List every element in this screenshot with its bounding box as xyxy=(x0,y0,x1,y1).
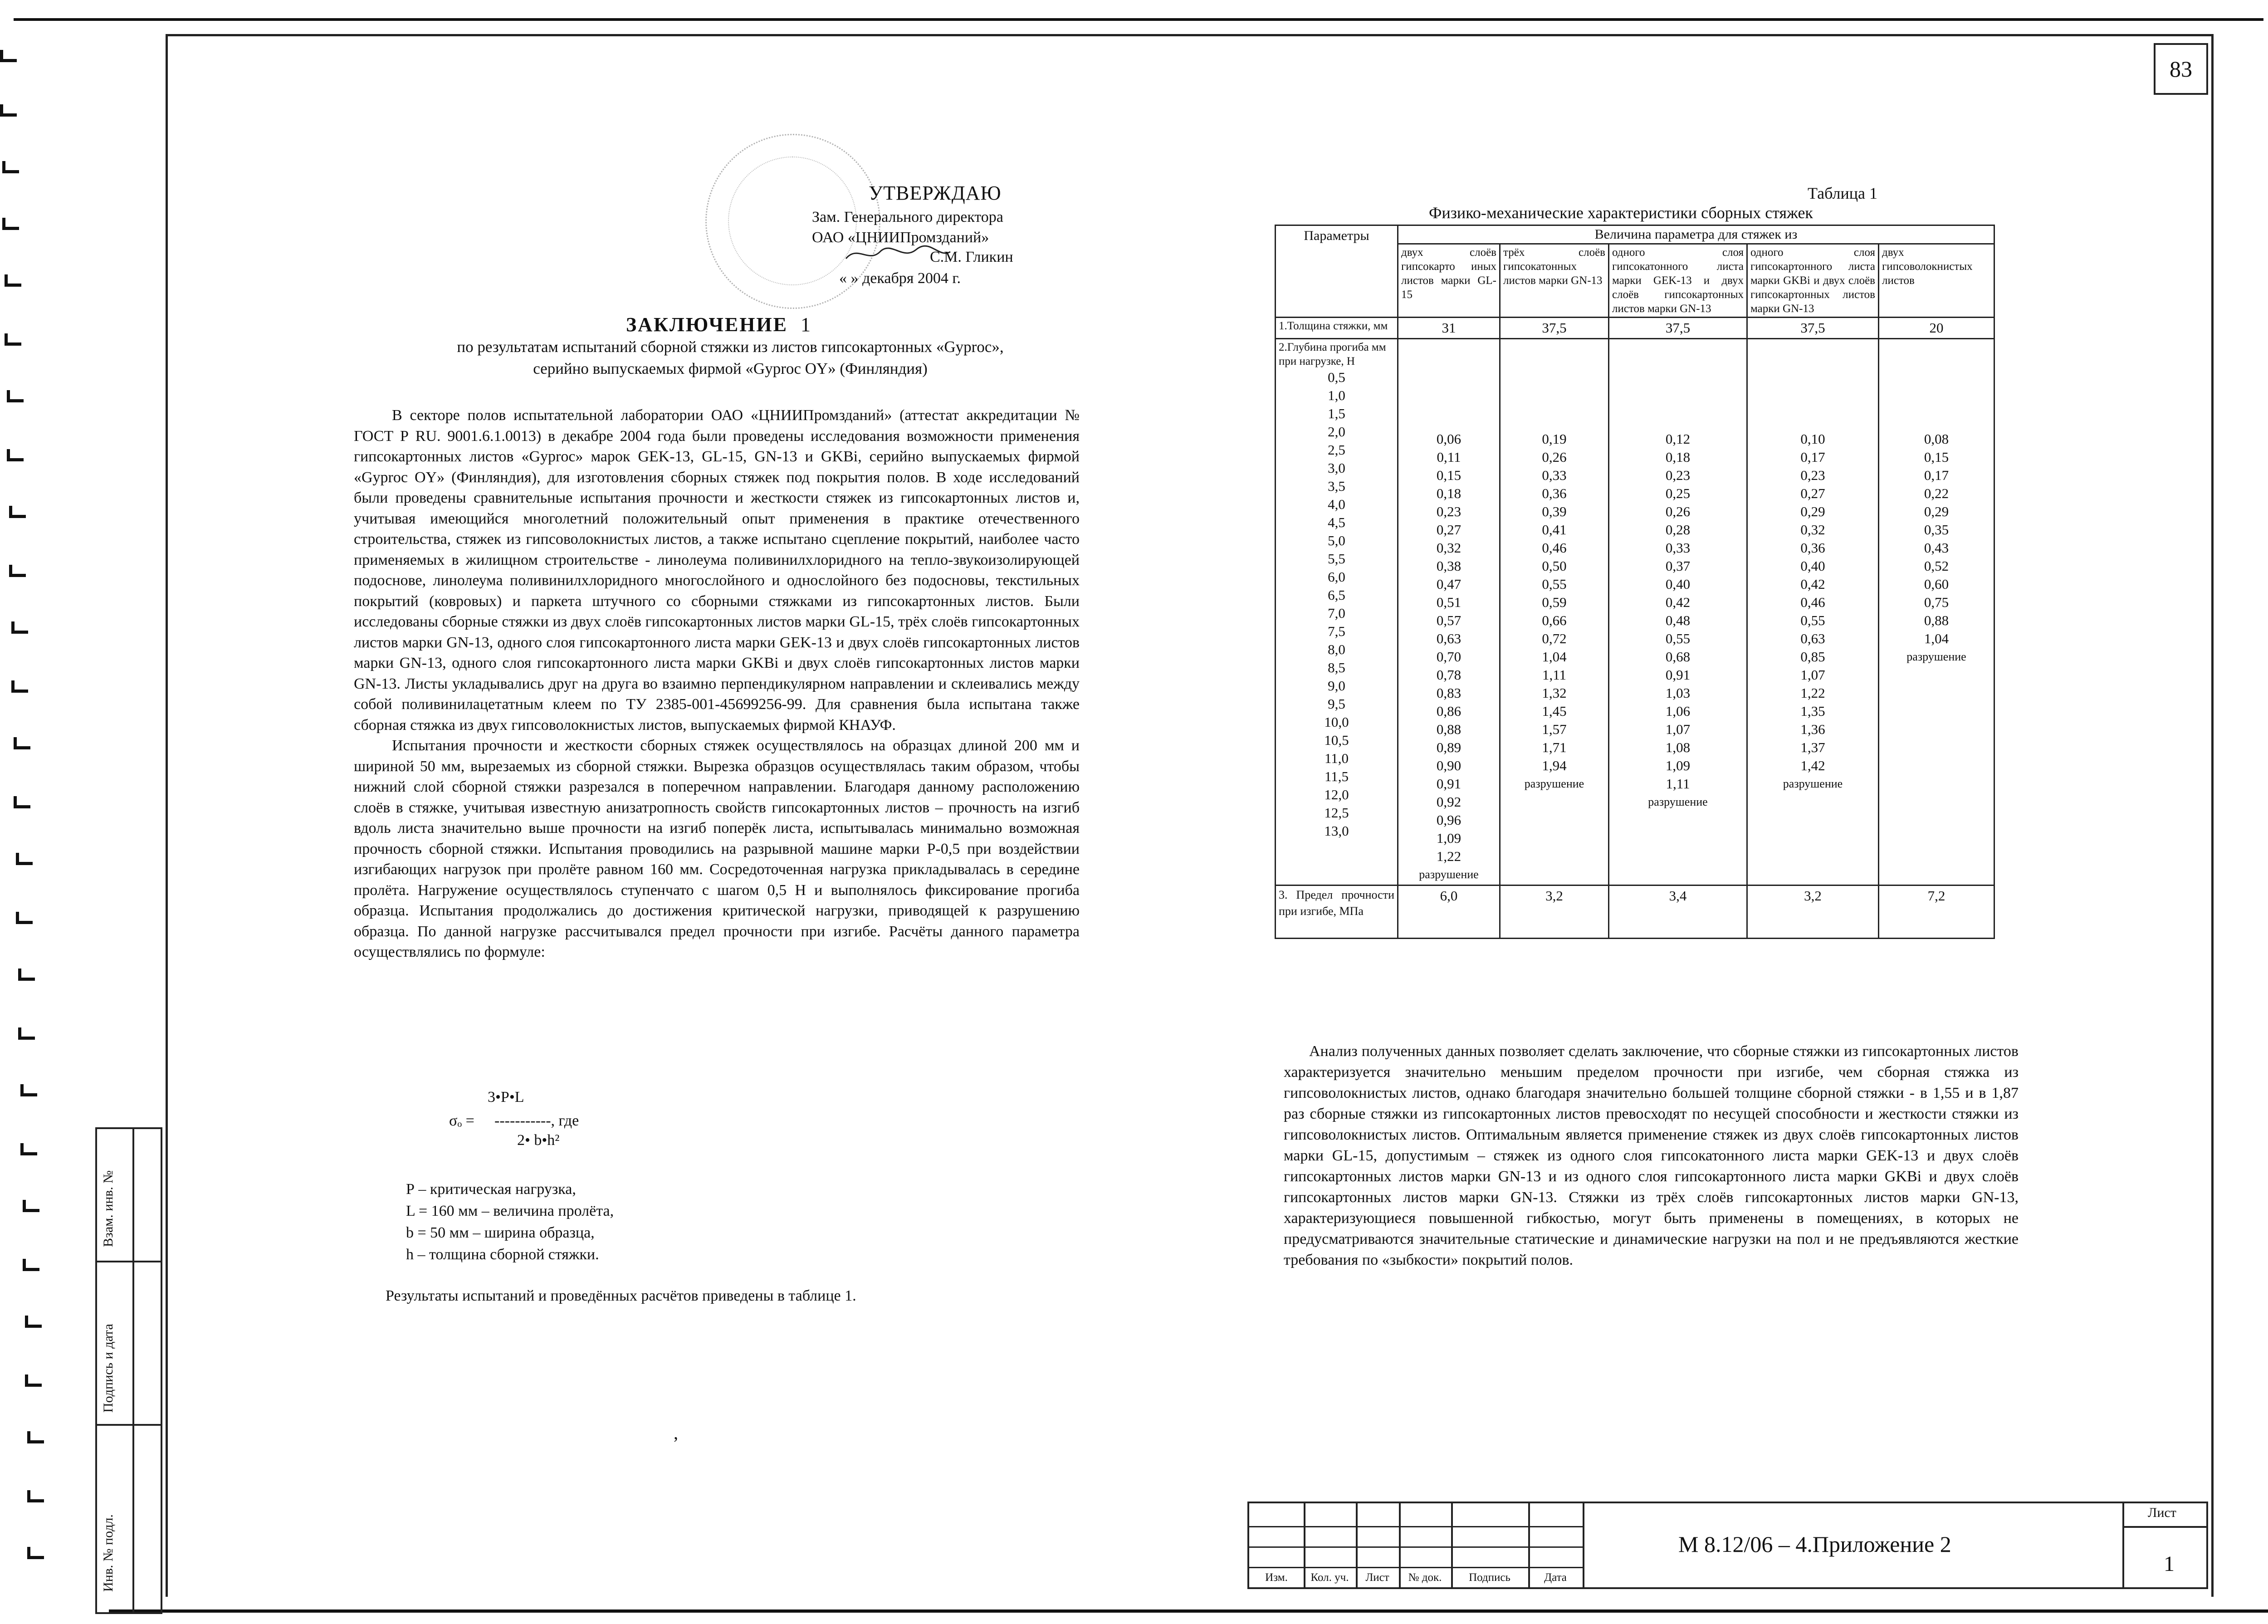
binding-mark xyxy=(11,680,28,693)
table-cell: 37,5 xyxy=(1500,318,1609,339)
deflection-value: 0,48 xyxy=(1665,612,1691,628)
deflection-value: 0,47 xyxy=(1436,576,1461,592)
deflection-value xyxy=(1882,412,1991,430)
approval-signatory: С.М. Гликин xyxy=(930,249,1013,265)
load-value: 8,5 xyxy=(1328,660,1345,675)
binding-mark xyxy=(18,969,35,981)
deflection-value: 0,59 xyxy=(1542,594,1567,610)
deflection-value: 0,39 xyxy=(1542,504,1567,519)
binding-mark xyxy=(23,1200,39,1212)
deflection-value: 1,32 xyxy=(1542,685,1567,701)
deflection-value: 0,27 xyxy=(1800,485,1825,501)
binding-mark xyxy=(11,621,28,634)
table-row-strength xyxy=(1276,885,1994,939)
title-block-label-sheet: Лист xyxy=(1365,1571,1389,1584)
binding-mark xyxy=(7,390,24,402)
column-header: одного слоя гипсокатонного листа марки GEK-13 и двух слоёв гипсокартонных листов марки GN-13 xyxy=(1609,244,1747,318)
binding-mark xyxy=(14,796,30,808)
deflection-value: 0,83 xyxy=(1436,685,1461,701)
table-cell: 7,2 xyxy=(1879,885,1994,939)
load-value: 10,5 xyxy=(1324,732,1349,748)
load-value: 6,5 xyxy=(1328,587,1345,603)
deflection-value xyxy=(1612,412,1744,430)
legend-item: Р – критическая нагрузка, xyxy=(406,1181,576,1198)
deflection-value: 0,22 xyxy=(1924,485,1949,501)
deflection-value: 0,38 xyxy=(1436,558,1461,574)
analysis-paragraph: Анализ полученных данных позволяет сделать заключение, что сборные стяжки из гипсокартонных листов характеризуется значительно меньшим пределом прочности при изгибе, чем сборная стяжка из гипсоволокнистых листов, однако благодаря значительно большей толщине сборной стяжки - в 1,55 и в 1,87 раз сборные стяжки из гипсокартонных листов превосходят по несущей способности и жесткости стяжки из гипсоволокнистых листов. Оптимальным является применение стяжек из двух слоёв гипсокартонных листов марки GL-15, допустимым – стяжек из одного слоя гипсокатонного листа марки GEK-13 и двух слоёв гипсокартонных листов марки GN-13 и из одного слоя гипсокартонного листа марки GKBi и двух слоёв гипсокартонных листов марки GN-13. Стяжки из трёх слоёв гипсокартонных листов марки GN-13, характеризующиеся повышенной гибкостью, могут быть применены в помещениях, в которых не предусматриваются значительные статические и динамические нагрузки на пол и не предъявляются жесткие требования по «зыбкости» покрытий полов. xyxy=(1284,1043,2019,1268)
binding-mark xyxy=(20,1143,37,1155)
deflection-value: 0,86 xyxy=(1436,703,1461,719)
load-value: 1,0 xyxy=(1328,387,1345,403)
load-value: 9,0 xyxy=(1328,678,1345,694)
table-cell: 3,2 xyxy=(1747,885,1879,939)
legend-item: L = 160 мм – величина пролёта, xyxy=(406,1203,614,1219)
deflection-value: 0,42 xyxy=(1800,576,1825,592)
deflection-value: 1,94 xyxy=(1542,758,1567,773)
results-note: Результаты испытаний и проведённых расчётов приведены в таблице 1. xyxy=(386,1287,856,1304)
header-group: Величина параметра для стяжек из xyxy=(1398,225,1994,244)
deflection-value: 0,23 xyxy=(1800,467,1825,483)
approval-organization: ОАО «ЦНИИПромзданий» xyxy=(812,229,989,246)
deflection-value: 0,91 xyxy=(1436,776,1461,792)
table-row-thickness xyxy=(1276,318,1994,339)
deflection-value: 0,60 xyxy=(1924,576,1949,592)
deflection-value: 0,37 xyxy=(1665,558,1691,574)
deflection-value: 0,43 xyxy=(1924,540,1949,556)
deflection-value: 0,29 xyxy=(1800,504,1825,519)
deflection-value: 1,71 xyxy=(1542,739,1567,755)
binding-mark xyxy=(5,333,21,346)
binding-stamp xyxy=(95,1127,162,1614)
deflection-value: 0,55 xyxy=(1665,631,1691,646)
load-value: 12,0 xyxy=(1324,787,1349,802)
table-cell: 31 xyxy=(1398,318,1500,339)
conclusion-subtitle-line2: серийно выпускаемых фирмой «Gyproc OY» (Финляндия) xyxy=(533,360,928,377)
deflection-value: 0,33 xyxy=(1542,467,1567,483)
deflection-value: 0,88 xyxy=(1924,612,1949,628)
binding-stamp-row-line xyxy=(97,1261,161,1262)
deflection-value: 0,15 xyxy=(1924,449,1949,465)
binding-mark xyxy=(16,912,33,924)
deflection-value: 0,46 xyxy=(1800,594,1825,610)
legend-item: b = 50 мм – ширина образца, xyxy=(406,1224,595,1241)
legend-item: h – толщина сборной стяжки. xyxy=(406,1246,599,1263)
table-header-row xyxy=(1276,225,1994,244)
title-block-row-line xyxy=(2122,1526,2206,1528)
failure-marker: разрушение xyxy=(1906,650,1966,663)
conclusion-title-text: ЗАКЛЮЧЕНИЕ xyxy=(626,313,788,336)
binding-mark xyxy=(27,1431,44,1443)
binding-mark xyxy=(14,737,30,749)
column-header: одного слоя гипсокартонного листа марки GKBi и двух слоёв гипсокартонных листов марки GN-13 xyxy=(1747,244,1879,318)
deflection-value: 1,11 xyxy=(1666,776,1690,792)
deflection-column xyxy=(1747,339,1879,885)
load-value: 10,0 xyxy=(1324,714,1349,730)
analysis-text xyxy=(1284,1041,2019,1271)
top-border-line xyxy=(14,18,2263,21)
deflection-value: 0,40 xyxy=(1665,576,1691,592)
deflection-value: 0,11 xyxy=(1437,449,1461,465)
binding-mark xyxy=(25,1316,42,1328)
binding-mark xyxy=(2,161,19,173)
formula-numerator: 3•P•L xyxy=(488,1089,524,1105)
column-header: трёх слоёв гипсокатонных листов марки GN-13 xyxy=(1500,244,1609,318)
load-value: 9,5 xyxy=(1328,696,1345,712)
row-label: 3. Предел прочности при изгибе, МПа xyxy=(1276,885,1398,939)
deflection-value: 0,17 xyxy=(1924,467,1949,483)
deflection-value: 0,33 xyxy=(1665,540,1691,556)
deflection-value: 0,19 xyxy=(1542,431,1567,447)
document-code: М 8.12/06 – 4.Приложение 2 xyxy=(1678,1531,1951,1557)
page-number: 83 xyxy=(2154,43,2208,95)
binding-mark xyxy=(20,1084,37,1096)
load-value: 4,0 xyxy=(1328,496,1345,512)
load-value: 2,0 xyxy=(1328,424,1345,440)
load-value: 12,5 xyxy=(1324,805,1349,821)
deflection-value: 1,04 xyxy=(1542,649,1567,665)
failure-marker: разрушение xyxy=(1524,777,1584,790)
header-parameters: Параметры xyxy=(1276,225,1398,318)
formula-legend xyxy=(406,1179,614,1266)
data-table xyxy=(1275,225,1995,939)
deflection-value: 0,26 xyxy=(1665,504,1691,519)
deflection-value: 1,09 xyxy=(1665,758,1691,773)
binding-label-inventory: Инв. № подл. xyxy=(101,1514,116,1592)
deflection-value: 0,42 xyxy=(1665,594,1691,610)
deflection-value: 0,70 xyxy=(1436,649,1461,665)
deflection-value: 0,55 xyxy=(1542,576,1567,592)
deflection-column xyxy=(1500,339,1609,885)
table-caption: Физико-механические характеристики сборных стяжек xyxy=(1429,204,1813,222)
load-value: 8,0 xyxy=(1328,641,1345,657)
deflection-column xyxy=(1609,339,1747,885)
column-header: двух слоёв гипсокарто иных листов марки GL-15 xyxy=(1398,244,1500,318)
deflection-value xyxy=(1750,412,1875,430)
binding-mark xyxy=(5,274,21,287)
table-cell: 20 xyxy=(1879,318,1994,339)
load-value: 0,5 xyxy=(1328,369,1345,385)
conclusion-title xyxy=(626,313,812,336)
binding-stamp-row-line xyxy=(97,1424,161,1426)
deflection-value: 0,57 xyxy=(1436,612,1461,628)
deflection-value: 1,42 xyxy=(1800,758,1825,773)
title-block-row-line xyxy=(1249,1526,1583,1527)
bottom-border-line xyxy=(109,1609,2268,1613)
row-label: 1.Толщина стяжки, мм xyxy=(1276,318,1398,339)
table-row-deflection xyxy=(1276,339,1994,885)
deflection-value: 0,18 xyxy=(1665,449,1691,465)
deflection-value: 0,66 xyxy=(1542,612,1567,628)
deflection-value: 0,85 xyxy=(1800,649,1825,665)
binding-stamp-divider xyxy=(132,1129,134,1612)
deflection-value: 1,22 xyxy=(1800,685,1825,701)
deflection-value: 1,37 xyxy=(1800,739,1825,755)
approval-position: Зам. Генерального директора xyxy=(812,209,1003,225)
deflection-value: 1,57 xyxy=(1542,721,1567,737)
deflection-value: 0,72 xyxy=(1542,631,1567,646)
load-value: 7,0 xyxy=(1328,605,1345,621)
binding-mark xyxy=(0,50,17,62)
deflection-value: 1,36 xyxy=(1800,721,1825,737)
deflection-value: 0,52 xyxy=(1924,558,1949,574)
load-value: 13,0 xyxy=(1324,823,1349,839)
conclusion-number: 1 xyxy=(801,313,812,336)
deflection-column xyxy=(1879,339,1994,885)
deflection-value xyxy=(1503,412,1605,430)
deflection-value: 0,18 xyxy=(1436,485,1461,501)
title-block-divider xyxy=(1583,1503,1584,1587)
load-value: 2,5 xyxy=(1328,442,1345,458)
row-label-deflection xyxy=(1276,339,1398,885)
deflection-value: 1,35 xyxy=(1800,703,1825,719)
deflection-value: 0,90 xyxy=(1436,758,1461,773)
row-label: 2.Глубина прогиба мм при нагрузке, Н xyxy=(1279,341,1386,367)
table-cell: 37,5 xyxy=(1747,318,1879,339)
binding-mark xyxy=(2,218,19,230)
deflection-value: 0,63 xyxy=(1436,631,1461,646)
deflection-value: 0,36 xyxy=(1542,485,1567,501)
binding-mark xyxy=(18,1027,35,1040)
deflection-value: 1,09 xyxy=(1436,830,1461,846)
deflection-value: 1,11 xyxy=(1542,667,1567,683)
deflection-value: 0,55 xyxy=(1800,612,1825,628)
load-value: 3,0 xyxy=(1328,460,1345,476)
deflection-value: 1,22 xyxy=(1436,848,1461,864)
deflection-value: 0,41 xyxy=(1542,522,1567,538)
title-block-divider xyxy=(2122,1503,2124,1587)
deflection-value: 0,51 xyxy=(1436,594,1461,610)
table-cell: 3,4 xyxy=(1609,885,1747,939)
deflection-value: 1,07 xyxy=(1800,667,1825,683)
deflection-value: 0,28 xyxy=(1665,522,1691,538)
formula-denominator: 2• b•h² xyxy=(517,1132,560,1149)
deflection-value: 0,27 xyxy=(1436,522,1461,538)
deflection-value: 0,96 xyxy=(1436,812,1461,828)
binding-mark xyxy=(27,1547,44,1559)
deflection-value: 0,36 xyxy=(1800,540,1825,556)
deflection-value: 0,88 xyxy=(1436,721,1461,737)
table-cell: 6,0 xyxy=(1398,885,1500,939)
load-value: 7,5 xyxy=(1328,623,1345,639)
deflection-value: 0,06 xyxy=(1436,431,1461,447)
binding-mark xyxy=(0,104,17,117)
deflection-value xyxy=(1401,412,1496,430)
sheet-number: 1 xyxy=(2164,1552,2175,1576)
deflection-value: 1,45 xyxy=(1542,703,1567,719)
binding-mark xyxy=(9,565,26,577)
binding-mark xyxy=(7,449,24,461)
deflection-value: 1,06 xyxy=(1665,703,1691,719)
deflection-value: 0,75 xyxy=(1924,594,1949,610)
deflection-value: 0,91 xyxy=(1665,667,1691,683)
deflection-value: 0,23 xyxy=(1436,504,1461,519)
body-text xyxy=(354,405,1080,963)
title-block-label-signature: Подпись xyxy=(1469,1571,1510,1584)
deflection-value: 1,08 xyxy=(1665,739,1691,755)
title-block-row-line xyxy=(1249,1567,1583,1568)
deflection-value: 0,78 xyxy=(1436,667,1461,683)
deflection-value: 0,29 xyxy=(1924,504,1949,519)
deflection-value: 0,50 xyxy=(1542,558,1567,574)
deflection-value: 0,12 xyxy=(1665,431,1691,447)
title-block-label-date: Дата xyxy=(1544,1571,1567,1584)
loads-column xyxy=(1279,368,1394,840)
failure-marker: разрушение xyxy=(1648,795,1708,808)
deflection-value: 1,03 xyxy=(1665,685,1691,701)
stray-mark: , xyxy=(674,1423,678,1443)
deflection-value: 0,68 xyxy=(1665,649,1691,665)
load-value: 4,5 xyxy=(1328,514,1345,530)
deflection-value: 1,04 xyxy=(1924,631,1949,646)
table-cell: 3,2 xyxy=(1500,885,1609,939)
test-paragraph: Испытания прочности и жесткости сборных стяжек осуществлялось на образцах длиной 200 мм и шириной 50 мм, вырезаемых из сборной стяжки. Вырезка образцов осуществлялась таким образом, чтобы нижний слой сборной стяжки разрезался в поперечном направлении. Благодаря данному расположению слоёв в стяжке, учитывая известную анизатропность свойств гипсокартонных листов – прочность на изгиб вдоль листа значительно выше прочности на изгиб поперёк листа, испытывалась минимально возможная прочность сборной стяжки. Испытания проводились на разрывной машине марки Р-0,5 при воздействии изгибающих нагрузок при пролёте равном 160 мм. Сосредоточенная нагрузка прикладывалась в середине пролёта. Нагружение осуществлялось ступенчато с шагом 0,5 Н и выполнялось фиксирование прогиба образца. Испытания продолжались до достижения критической нагрузки, приводящей к разрушению образца. По данной нагрузке рассчитывался предел прочности при изгибе. Расчёты данного параметра осуществлялись по формуле: xyxy=(354,737,1080,960)
approval-date: « » декабря 2004 г. xyxy=(839,270,961,287)
table-cell: 37,5 xyxy=(1609,318,1747,339)
deflection-value: 1,07 xyxy=(1665,721,1691,737)
deflection-column xyxy=(1398,339,1500,885)
deflection-value: 0,32 xyxy=(1436,540,1461,556)
failure-marker: разрушение xyxy=(1419,868,1479,881)
deflection-value: 0,15 xyxy=(1436,467,1461,483)
title-block-label-count: Кол. уч. xyxy=(1310,1571,1349,1584)
deflection-value: 0,10 xyxy=(1800,431,1825,447)
deflection-value: 0,40 xyxy=(1800,558,1825,574)
deflection-value: 0,35 xyxy=(1924,522,1949,538)
formula-bar: -----------, где xyxy=(494,1112,579,1129)
deflection-value: 0,17 xyxy=(1800,449,1825,465)
load-value: 5,5 xyxy=(1328,551,1345,567)
formula-lhs: σₒ = xyxy=(449,1112,474,1129)
title-block-label-doc: № док. xyxy=(1408,1571,1442,1584)
deflection-value: 0,92 xyxy=(1436,794,1461,810)
deflection-value: 0,08 xyxy=(1924,431,1949,447)
deflection-value: 0,23 xyxy=(1665,467,1691,483)
deflection-value: 0,32 xyxy=(1800,522,1825,538)
load-value: 1,5 xyxy=(1328,406,1345,421)
title-block-row-line xyxy=(1249,1546,1583,1548)
title-block-label-change: Изм. xyxy=(1265,1571,1288,1584)
load-value: 5,0 xyxy=(1328,533,1345,548)
binding-mark xyxy=(27,1490,44,1502)
intro-paragraph: В секторе полов испытательной лаборатории ОАО «ЦНИИПромзданий» (аттестат аккредитации № ГОСТ Р RU. 9001.6.1.0013) в декабре 2004 года были проведены исследования возможности применения гипсокартонных листов «Gyproc» марок GEK-13, GL-15, GN-13 и GKBi, серийно выпускаемых фирмой «Gyproc OY» (Финляндия), для изготовления сборных стяжек под покрытия полов. В ходе исследований были проведены сравнительные испытания прочности и жесткости стяжек из гипсокартонных листов и, учитывая имеющийся многолетний положительный опыт применения в практике отечественного строительства, стяжек из гипсоволокнистых листов, а также испытано сцепление покрытий, наиболее часто применяемых в жилищном строительстве - линолеума поливинилхлоридного на тепло-звукоизолирующей подоснове, линолеума поливинилхлоридного многослойного и однослойного без подосновы, текстильных покрытий (ковровых) и паркета штучного со сборными стяжками из гипсокартонных листов. Были исследованы сборные стяжки из двух слоёв гипсокартонных листов марки GL-15, трёх слоёв гипсокартонных листов марки GN-13, одного слоя гипсокартонного листа марки GEK-13 и двух слоёв гипсокартонных листов марки GN-13, одного слоя гипсокартонного листа марки GKBi и двух слоёв гипсокартонных листов марки GN-13. Листы укладывались друг на друга во взаимно перпендикулярном направлении и склеивались между собой поливинилацетатным клеем по ТУ 2385-001-45699256-99. Для сравнения была испытана также сборная стяжка из двух гипсоволокнистых листов, выпускаемых фирмой КНАУФ. xyxy=(354,407,1080,734)
approval-title: УТВЕРЖДАЮ xyxy=(869,182,1002,204)
load-value: 3,5 xyxy=(1328,478,1345,494)
deflection-value: 0,63 xyxy=(1800,631,1825,646)
load-value: 11,0 xyxy=(1324,750,1349,766)
load-value: 6,0 xyxy=(1328,569,1345,585)
load-value: 11,5 xyxy=(1324,768,1349,784)
binding-mark xyxy=(9,506,26,518)
binding-mark xyxy=(25,1375,42,1387)
table-label: Таблица 1 xyxy=(1808,184,1877,202)
deflection-value: 0,25 xyxy=(1665,485,1691,501)
column-header: двух гипсоволокнистых листов xyxy=(1879,244,1994,318)
deflection-value: 0,46 xyxy=(1542,540,1567,556)
binding-mark xyxy=(23,1259,39,1271)
deflection-value: 0,89 xyxy=(1436,739,1461,755)
conclusion-subtitle-line1: по результатам испытаний сборной стяжки из листов гипсокартонных «Gyproc», xyxy=(457,338,1004,356)
binding-mark xyxy=(16,853,33,865)
binding-label-replacement: Взам. инв. № xyxy=(101,1170,116,1247)
sheet-label: Лист xyxy=(2148,1505,2176,1520)
failure-marker: разрушение xyxy=(1783,777,1843,790)
deflection-value: 0,26 xyxy=(1542,449,1567,465)
binding-label-signature-date: Подпись и дата xyxy=(101,1324,116,1413)
